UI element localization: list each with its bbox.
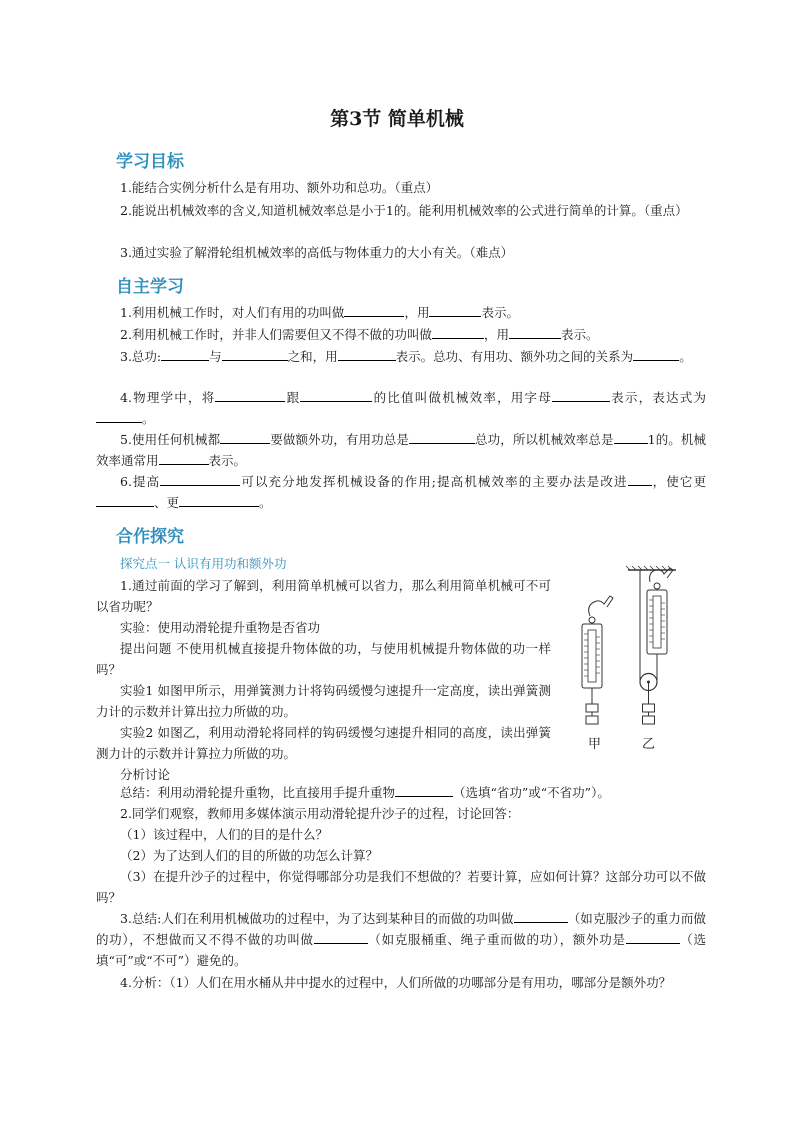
answer-blank[interactable]: [222, 348, 288, 361]
answer-blank[interactable]: [344, 304, 404, 317]
coop-question-2: （2）为了达到人们的目的所做的功怎么计算？: [120, 848, 378, 863]
answer-blank[interactable]: [514, 910, 568, 923]
answer-blank[interactable]: [614, 431, 648, 444]
goal-item-3: 3.通过实验了解滑轮组机械效率的高低与物体重力的大小有关。（难点）: [120, 245, 514, 260]
answer-blank[interactable]: [429, 304, 481, 317]
goal-item-2: 2.能说出机械效率的含义,知道机械效率总是小于1的。能利用机械效率的公式进行简单的计算。（重点）: [120, 203, 688, 218]
section-heading-self-study: 自主学习: [116, 277, 184, 297]
goal-item-1: 1.能结合实例分析什么是有用功、额外功和总功。（重点）: [120, 180, 439, 195]
answer-blank[interactable]: [552, 389, 610, 402]
figure-label-b: 乙: [642, 737, 656, 752]
coop-summary-1: 总结：利用动滑轮提升重物，比直接用手提升重物 （选填“省功”或“不省功”）。: [120, 785, 610, 800]
answer-blank[interactable]: [215, 389, 285, 402]
answer-blank[interactable]: [338, 348, 396, 361]
answer-blank[interactable]: [161, 348, 209, 361]
answer-blank[interactable]: [626, 931, 680, 944]
answer-blank[interactable]: [633, 348, 679, 361]
section-heading-cooperation: 合作探究: [116, 527, 184, 547]
self-study-q2: 2.利用机械工作时，并非人们需要但又不得不做的功叫做 ，用 表示。: [120, 327, 599, 342]
answer-blank[interactable]: [96, 410, 142, 423]
self-study-q6: 6.提高 可以充分地发挥机械设备的作用;提高机械效率的主要办法是改进 ，使它更、更 。: [96, 471, 706, 513]
spring-scale-b: [640, 568, 673, 724]
answer-blank[interactable]: [509, 326, 561, 339]
answer-blank[interactable]: [160, 473, 240, 486]
answer-blank[interactable]: [409, 431, 475, 444]
answer-blank[interactable]: [96, 494, 154, 507]
coop-paragraph-5: 实验2 如图乙，利用动滑轮将同样的钩码缓慢匀速提升相同的高度，读出弹簧测力计的示数并计算拉力所做的功。: [96, 725, 551, 761]
coop-paragraph-6: 分析讨论: [120, 767, 171, 782]
self-study-q3: 3.总功: 与 之和，用 表示。总功、有用功、额外功之间的关系为 。: [120, 349, 692, 364]
self-study-q1: 1.利用机械工作时，对人们有用的功叫做 ，用 表示。: [120, 305, 519, 320]
spring-scale-figure: [568, 564, 708, 754]
coop-question-1: （1）该过程中，人们的目的是什么？: [120, 827, 328, 842]
coop-paragraph-13: 4.分析：（1）人们在用水桶从井中提水的过程中，人们所做的功哪部分是有用功，哪部分是额外功？: [120, 975, 672, 990]
coop-paragraph-2: 实验：使用动滑轮提升重物是否省功: [120, 620, 321, 635]
coop-paragraph-4: 实验1 如图甲所示，用弹簧测力计将钩码缓慢匀速提升一定高度，读出弹簧测力计的示数并计算出拉力所做的功。: [96, 683, 551, 719]
coop-paragraph-1: 1.通过前面的学习了解到，利用简单机械可以省力，那么利用简单机械可不可以省功呢？: [96, 578, 551, 614]
coop-question-3: （3）在提升沙子的过程中，你觉得哪部分功是我们不想做的？若要计算，应如何计算？这部分功可以不做吗？: [96, 869, 706, 905]
section-heading-goals: 学习目标: [116, 152, 184, 172]
coop-paragraph-8: 2.同学们观察，教师用多媒体演示用动滑轮提升沙子的过程，讨论回答：: [120, 806, 520, 821]
answer-blank[interactable]: [628, 473, 652, 486]
answer-blank[interactable]: [300, 389, 372, 402]
answer-blank[interactable]: [432, 326, 484, 339]
spring-scale-a: [582, 596, 613, 724]
answer-blank[interactable]: [159, 452, 209, 465]
figure-label-a: 甲: [588, 737, 602, 752]
answer-blank[interactable]: [220, 431, 270, 444]
page-title: 第3节 简单机械: [330, 108, 464, 130]
self-study-q4: 4.物理学中，将 跟 的比值叫做机械效率，用字母 表示，表达式为。: [96, 387, 706, 429]
self-study-q5: 5.使用任何机械都 要做额外功，有用功总是 总功，所以机械效率总是 1的。机械效率通常用 表示。: [96, 432, 706, 468]
answer-blank[interactable]: [179, 494, 259, 507]
inquiry-point-title: 探究点一 认识有用功和额外功: [120, 556, 287, 571]
answer-blank[interactable]: [314, 931, 368, 944]
coop-summary-3: 3.总结:人们在利用机械做功的过程中，为了达到某种目的而做的功叫做 （如克服沙子的重力而做的功），不想做而又不得不做的功叫做 （如克服桶重、绳子重而做的功），额外功是 （选填“可”或“不可”）避免的。: [96, 911, 706, 968]
answer-blank[interactable]: [395, 784, 453, 797]
coop-paragraph-3: 提出问题 不使用机械直接提升物体做的功，与使用机械提升物体做的功一样吗？: [96, 641, 551, 677]
